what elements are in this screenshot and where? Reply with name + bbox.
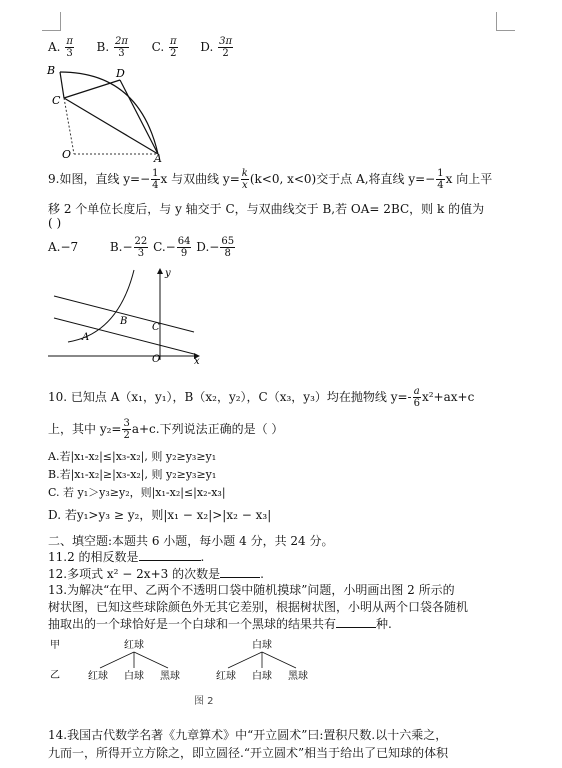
q10-frac-2: $\frac{3}{2}$ <box>123 418 130 441</box>
q9-label-a: A <box>82 332 90 343</box>
q10-line-1 <box>48 386 474 409</box>
q9-option-b-frac: $\frac{22}{3}$ <box>134 236 148 259</box>
tree-leaf-1-white: 白球 <box>124 671 144 682</box>
q13-line-2: 树状图，已知这些球除颜色外无其它差别，根据树状图，小明从两个口袋各随机 <box>48 600 469 614</box>
q9-option-d: D.− <box>196 240 220 254</box>
q9-line-1 <box>48 168 492 191</box>
q8-option-d: D. <box>200 40 214 54</box>
q9-frac-2: $\frac{k}{x}$ <box>241 168 248 191</box>
q10-option-d: D. 若y₁>y₃ ≥ y₂，则|x₁ − x₂|>|x₂ − x₃| <box>48 508 272 522</box>
q9-label-x: x <box>194 356 200 366</box>
q9-text-a: 9.如图，直线 y=− <box>48 172 151 186</box>
q9-label-o: O <box>152 354 161 365</box>
q8-label-c: C <box>52 94 61 107</box>
q8-options <box>48 36 234 59</box>
tree-leaf-1-red: 红球 <box>88 671 108 682</box>
q8-label-b: B <box>47 64 56 77</box>
q9-text-c: (k<0, x<0)交于点 A,将直线 y=− <box>249 172 436 186</box>
q10-text-b: x²+ax+c <box>421 390 475 404</box>
tree-leaf-2-white: 白球 <box>252 671 272 682</box>
q10-line-2 <box>48 418 283 441</box>
tree-label-yi: 乙 <box>50 670 60 681</box>
q14-line-2: 九而一，所得开立方除之，即立圆径.“开立圆术”相当于给出了已知球的体积 <box>48 746 449 760</box>
q8-label-a: A <box>154 152 162 164</box>
q11-answer-blank[interactable] <box>139 560 201 561</box>
tree-root-2: 白球 <box>252 640 272 651</box>
q9-line-3: ( ) <box>48 216 62 230</box>
q10-option-a: A.若|x₁-x₂|≤|x₃-x₂|, 则 y₂≥y₃≥y₁ <box>48 450 217 463</box>
q9-text-d: x 向上平 <box>445 172 493 186</box>
q8-option-a: A. <box>48 40 61 54</box>
q8-option-c: C. <box>151 40 165 54</box>
q12-text: 12.多项式 x² − 2x+3 的次数是 <box>48 567 221 581</box>
q10-text-a: 10. 已知点 A（x₁，y₁），B（x₂，y₂），C（x₃，y₃）均在抛物线 y=- <box>48 390 412 404</box>
q13-tail: 种. <box>376 617 392 631</box>
section-2-title: 二、填空题:本题共 6 小题，每小题 4 分，共 24 分。 <box>48 534 334 548</box>
q13-tree-diagram <box>48 636 338 710</box>
q9-option-c-frac: $\frac{64}{9}$ <box>177 236 191 259</box>
q8-figure <box>44 64 174 164</box>
q10-text-d: a+c.下列说法正确的是（ ） <box>131 422 284 436</box>
q9-figure <box>48 266 208 366</box>
q9-option-c: C.− <box>153 240 176 254</box>
q10-option-c: C. 若 y₁＞y₃≥y₂，则|x₁-x₂|≤|x₂-x₃| <box>48 486 226 499</box>
q11-text: 11.2 的相反数是 <box>48 550 139 564</box>
tree-label-jia: 甲 <box>50 640 60 651</box>
q9-label-b: B <box>120 316 128 327</box>
q9-line-2: 移 2 个单位长度后，与 y 轴交于 C，与双曲线交于 B,若 OA= 2BC，则 k 的值为 <box>48 202 485 216</box>
q11: 11.2 的相反数是 . <box>48 550 205 564</box>
q8-option-a-frac: $\frac{\pi}{3}$ <box>66 36 73 59</box>
q9-text-b: x 与双曲线 y= <box>160 172 240 186</box>
q9-option-a: A.−7 <box>48 240 79 254</box>
q12: 12.多项式 x² − 2x+3 的次数是 . <box>48 567 264 581</box>
tree-leaf-1-black: 黑球 <box>160 671 180 682</box>
q8-label-o: O <box>62 148 72 161</box>
q12-answer-blank[interactable] <box>220 577 260 578</box>
tree-leaf-2-black: 黑球 <box>288 671 308 682</box>
q8-option-b: B. <box>96 40 110 54</box>
q9-options <box>48 236 236 259</box>
q13-line-1: 13.为解决“在甲、乙两个不透明口袋中随机摸球”问题，小明画出图 2 所示的 <box>48 583 455 597</box>
q13-text: 抽取出的一个球恰好是一个白球和一个黑球的结果共有 <box>48 617 337 631</box>
q9-frac-1: $\frac{1}{4}$ <box>152 168 159 191</box>
tree-root-1: 红球 <box>124 640 144 651</box>
q8-option-b-frac: $\frac{2\pi}{3}$ <box>115 36 128 59</box>
q10-option-b: B.若|x₁-x₂|≥|x₃-x₂|, 则 y₂≥y₃≥y₁ <box>48 468 217 481</box>
q10-text-c: 上，其中 y₂= <box>48 422 122 436</box>
q9-option-d-frac: $\frac{65}{8}$ <box>221 236 235 259</box>
q9-frac-3: $\frac{1}{4}$ <box>437 168 444 191</box>
q8-option-c-frac: $\frac{\pi}{2}$ <box>170 36 177 59</box>
q13-answer-blank[interactable] <box>336 627 376 628</box>
q9-label-y: y <box>165 268 171 279</box>
tree-caption: 图 2 <box>194 696 214 707</box>
q9-label-c: C <box>152 322 160 333</box>
q10-frac-1: $\frac{a}{6}$ <box>413 386 420 409</box>
q14-line-1: 14.我国古代数学名著《九章算术》中“开立圆术”曰:置积尺数.以十六乘之， <box>48 728 448 742</box>
q13-line-3 <box>48 615 392 632</box>
q9-option-b: B.− <box>109 240 133 254</box>
tree-leaf-2-red: 红球 <box>216 671 236 682</box>
q8-label-d: D <box>116 67 125 80</box>
q8-option-d-frac: $\frac{3\pi}{2}$ <box>219 36 233 59</box>
crop-mark-top-right <box>496 12 515 31</box>
crop-mark-top-left <box>42 12 61 31</box>
